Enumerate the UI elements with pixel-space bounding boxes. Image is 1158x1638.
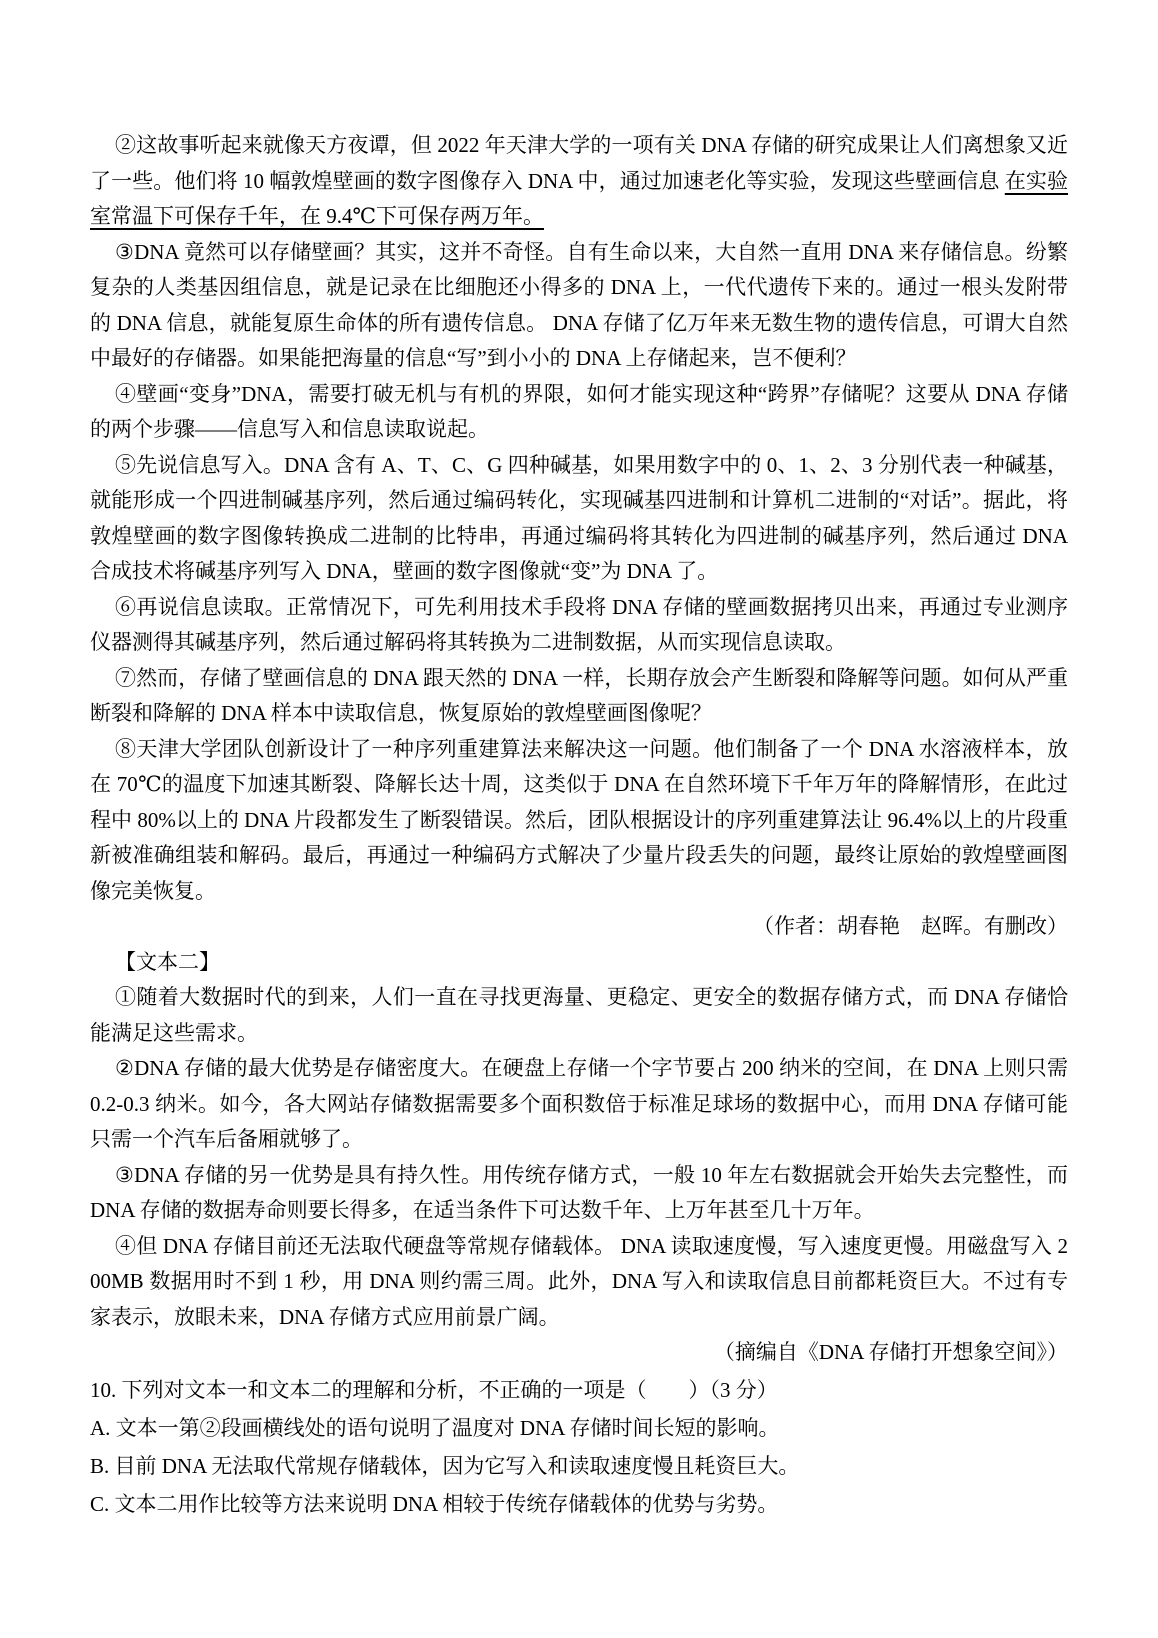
question-10-stem: 10. 下列对文本一和文本二的理解和分析，不正确的一项是（ ）（3 分）	[90, 1377, 778, 1402]
text-one-paragraph-8: ⑧天津大学团队创新设计了一种序列重建算法来解决这一问题。他们制备了一个 DNA 水溶液样本，放在 70℃的温度下加速其断裂、降解长达十周，这类似于 DNA 在自然环境下千年万年的降解情形，在此过程中 80%以上的 DNA 片段都发生了断裂错误。然后，团队根据设计的序列重建算法让 96.4%以上的片段重新被准确组装和解码。最后，再通过一种编码方式解决了少量片段丢失的问题，最终让原始的敦煌壁画图像完美恢复。	[90, 736, 1068, 903]
text-two-heading: 【文本二】	[115, 949, 220, 974]
text-one-paragraph-2-text: ②这故事听起来就像天方夜谭，但 2022 年天津大学的一项有关 DNA 存储的研究成果让人们离想象又近了一些。他们将 10 幅敦煌壁画的数字图像存入 DNA 中，通过加速老化等实验，发现这些壁画信息	[90, 133, 1068, 193]
text-two-paragraph-1: ①随着大数据时代的到来，人们一直在寻找更海量、更稳定、更安全的数据存储方式，而 DNA 存储恰能满足这些需求。	[90, 985, 1068, 1045]
text-one-paragraph-4: ④壁画“变身”DNA，需要打破无机与有机的界限，如何才能实现这种“跨界”存储呢？这要从 DNA 存储的两个步骤——信息写入和信息读取说起。	[90, 381, 1068, 441]
text-one-author-line: （作者：胡春艳 赵晖。有删改）	[753, 914, 1068, 938]
text-one-paragraph-6: ⑥再说信息读取。正常情况下，可先利用技术手段将 DNA 存储的壁画数据拷贝出来，再通过专业测序仪器测得其碱基序列，然后通过解码将其转换为二进制数据，从而实现信息读取。	[90, 594, 1068, 654]
text-one-paragraph-3: ③DNA 竟然可以存储壁画？其实，这并不奇怪。自有生命以来，大自然一直用 DNA 来存储信息。纷繁复杂的人类基因组信息，就是记录在比细胞还小得多的 DNA 上，一代代遗传下来的。通过一根头发附带的 DNA 信息，就能复原生命体的所有遗传信息。 DNA 存储了亿万年来无数生物的遗传信息，可谓大自然中最好的存储器。如果能把海量的信息“写”到小小的 DNA 上存储起来，岂不便利？	[90, 239, 1068, 370]
question-10-option-a: A. 文本一第②段画横线处的语句说明了温度对 DNA 存储时间长短的影响。	[90, 1415, 780, 1440]
text-one-paragraph-7: ⑦然而，存储了壁画信息的 DNA 跟天然的 DNA 一样，长期存放会产生断裂和降解等问题。如何从严重断裂和降解的 DNA 样本中读取信息，恢复原始的敦煌壁画图像呢？	[90, 665, 1068, 725]
text-one-paragraph-2	[90, 128, 1068, 235]
question-10-option-b: B. 目前 DNA 无法取代常规存储载体，因为它写入和读取速度慢且耗资巨大。	[90, 1453, 800, 1478]
text-two-paragraph-4: ④但 DNA 存储目前还无法取代硬盘等常规存储载体。 DNA 读取速度慢，写入速度更慢。用磁盘写入 200MB 数据用时不到 1 秒，用 DNA 则约需三周。此外，DNA 写入和读取信息目前都耗资巨大。不过有专家表示，放眼未来，DNA 存储方式应用前景广阔。	[90, 1233, 1068, 1329]
text-two-paragraph-3: ③DNA 存储的另一优势是具有持久性。用传统存储方式，一般 10 年左右数据就会开始失去完整性，而 DNA 存储的数据寿命则要长得多，在适当条件下可达数千年、上万年甚至几十万年。	[90, 1162, 1068, 1222]
question-10-option-c: C. 文本二用作比较等方法来说明 DNA 相较于传统存储载体的优势与劣势。	[90, 1491, 779, 1516]
text-two-source-line: （摘编自《DNA 存储打开想象空间》）	[713, 1340, 1068, 1364]
text-one-paragraph-2-underlined-clause: 在实验室常温下可保存千年，在 9.4℃下可保存两万年。	[90, 168, 1069, 228]
text-two-paragraph-2: ②DNA 存储的最大优势是存储密度大。在硬盘上存储一个字节要占 200 纳米的空间，在 DNA 上则只需 0.2-0.3 纳米。如今，各大网站存储数据需要多个面积数倍于标准足球场的数据中心，而用 DNA 存储可能只需一个汽车后备厢就够了。	[90, 1056, 1068, 1151]
text-one-paragraph-5: ⑤先说信息写入。DNA 含有 A、T、C、G 四种碱基，如果用数字中的 0、1、2、3 分别代表一种碱基，就能形成一个四进制碱基序列，然后通过编码转化，实现碱基四进制和计算机二进制的“对话”。据此，将敦煌壁画的数字图像转换成二进制的比特串，再通过编码将其转化为四进制的碱基序列，然后通过 DNA 合成技术将碱基序列写入 DNA，壁画的数字图像就“变”为 DNA 了。	[90, 452, 1069, 583]
